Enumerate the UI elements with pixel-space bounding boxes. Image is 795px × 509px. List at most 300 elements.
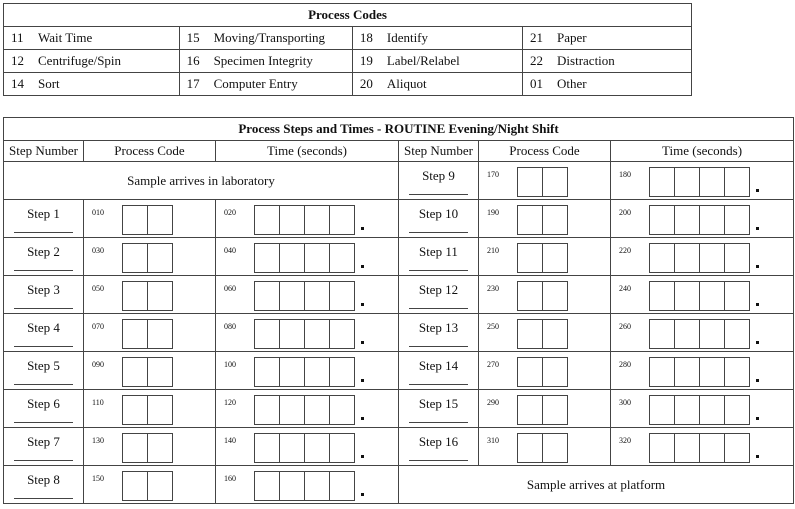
step-underline — [409, 384, 468, 385]
digit-box[interactable] — [724, 281, 750, 311]
code-entry-boxes — [122, 395, 173, 425]
digit-box[interactable] — [279, 281, 305, 311]
field-number: 280 — [619, 360, 631, 369]
step-number-cell — [399, 162, 479, 200]
process-code-cell — [84, 352, 216, 390]
field-number: 170 — [487, 170, 499, 179]
field-number: 200 — [619, 208, 631, 217]
step-label: Step 2 — [27, 244, 60, 259]
digit-box[interactable] — [122, 319, 148, 349]
digit-box[interactable] — [304, 205, 330, 235]
process-codes-table — [3, 3, 692, 96]
digit-box[interactable] — [279, 433, 305, 463]
process-code-cell — [84, 314, 216, 352]
code-entry-boxes — [122, 319, 173, 349]
field-number: 060 — [224, 284, 236, 293]
time-entry-boxes — [254, 281, 355, 311]
process-code-entry — [352, 50, 522, 73]
digit-box[interactable] — [147, 395, 173, 425]
digit-box[interactable] — [699, 357, 725, 387]
process-code-number: 22 — [530, 53, 544, 68]
digit-box[interactable] — [279, 357, 305, 387]
time-entry-boxes — [649, 395, 750, 425]
decimal-point — [361, 341, 364, 344]
process-code-label: Distraction — [557, 53, 615, 68]
time-entry-boxes — [254, 471, 355, 501]
digit-box[interactable] — [674, 243, 700, 273]
field-number: 090 — [92, 360, 104, 369]
digit-box[interactable] — [147, 281, 173, 311]
digit-box[interactable] — [542, 319, 568, 349]
step-underline — [14, 232, 73, 233]
process-code-label: Sort — [38, 76, 60, 91]
digit-box[interactable] — [649, 167, 675, 197]
process-code-number: 12 — [11, 53, 24, 68]
process-code-number: 16 — [186, 53, 200, 68]
digit-box[interactable] — [122, 205, 148, 235]
step-label: Step 15 — [418, 396, 459, 411]
decimal-point — [756, 303, 759, 306]
process-code-cell — [84, 276, 216, 314]
time-seconds-cell — [216, 314, 399, 352]
time-seconds-cell — [611, 428, 794, 466]
header-time-seconds: Time (seconds) — [611, 141, 794, 162]
digit-box[interactable] — [724, 357, 750, 387]
time-entry-boxes — [649, 319, 750, 349]
step-underline — [14, 384, 73, 385]
digit-box[interactable] — [699, 167, 725, 197]
process-code-entry — [523, 50, 692, 73]
time-entry-boxes — [649, 281, 750, 311]
process-code-entry — [4, 73, 180, 96]
digit-box[interactable] — [279, 319, 305, 349]
digit-box[interactable] — [674, 433, 700, 463]
step-number-cell — [399, 352, 479, 390]
digit-box[interactable] — [649, 243, 675, 273]
start-note: Sample arrives in laboratory — [4, 162, 399, 200]
decimal-point — [756, 265, 759, 268]
digit-box[interactable] — [699, 319, 725, 349]
field-number: 040 — [224, 246, 236, 255]
field-number: 100 — [224, 360, 236, 369]
process-code-cell — [479, 200, 611, 238]
digit-box[interactable] — [649, 395, 675, 425]
step-number-cell — [4, 390, 84, 428]
time-entry-boxes — [649, 243, 750, 273]
decimal-point — [361, 455, 364, 458]
step-underline — [409, 460, 468, 461]
step-number-cell — [4, 428, 84, 466]
step-number-cell — [4, 200, 84, 238]
field-number: 120 — [224, 398, 236, 407]
code-entry-boxes — [517, 205, 568, 235]
digit-box[interactable] — [254, 395, 280, 425]
process-code-cell — [479, 352, 611, 390]
header-time-seconds: Time (seconds) — [216, 141, 399, 162]
process-code-cell — [479, 238, 611, 276]
digit-box[interactable] — [254, 319, 280, 349]
process-codes-title: Process Codes — [4, 4, 692, 27]
decimal-point — [756, 417, 759, 420]
time-entry-boxes — [254, 395, 355, 425]
step-label: Step 13 — [418, 320, 459, 335]
digit-box[interactable] — [674, 205, 700, 235]
step-underline — [409, 232, 468, 233]
step-label: Step 11 — [419, 244, 458, 259]
time-entry-boxes — [254, 357, 355, 387]
process-code-label: Other — [557, 76, 587, 91]
decimal-point — [361, 265, 364, 268]
digit-box[interactable] — [724, 205, 750, 235]
time-seconds-cell — [611, 238, 794, 276]
digit-box[interactable] — [329, 357, 355, 387]
time-entry-boxes — [649, 167, 750, 197]
digit-box[interactable] — [254, 357, 280, 387]
digit-box[interactable] — [517, 281, 543, 311]
digit-box[interactable] — [724, 243, 750, 273]
digit-box[interactable] — [254, 471, 280, 501]
digit-box[interactable] — [147, 471, 173, 501]
digit-box[interactable] — [122, 281, 148, 311]
end-note: Sample arrives at platform — [399, 466, 794, 504]
decimal-point — [361, 227, 364, 230]
decimal-point — [361, 493, 364, 496]
field-number: 080 — [224, 322, 236, 331]
field-number: 020 — [224, 208, 236, 217]
process-code-number: 14 — [11, 76, 24, 91]
field-number: 240 — [619, 284, 631, 293]
step-label: Step 12 — [418, 282, 459, 297]
digit-box[interactable] — [699, 243, 725, 273]
step-label: Step 5 — [27, 358, 60, 373]
digit-box[interactable] — [699, 205, 725, 235]
step-number-cell — [4, 314, 84, 352]
digit-box[interactable] — [724, 167, 750, 197]
step-underline — [14, 422, 73, 423]
process-code-cell — [479, 162, 611, 200]
step-underline — [14, 498, 73, 499]
process-code-number: 17 — [186, 76, 200, 91]
digit-box[interactable] — [649, 319, 675, 349]
field-number: 130 — [92, 436, 104, 445]
step-label: Step 9 — [422, 168, 455, 183]
time-seconds-cell — [611, 390, 794, 428]
digit-box[interactable] — [304, 281, 330, 311]
process-code-entry — [352, 27, 522, 50]
digit-box[interactable] — [517, 205, 543, 235]
digit-box[interactable] — [329, 281, 355, 311]
step-label: Step 1 — [27, 206, 60, 221]
code-entry-boxes — [517, 281, 568, 311]
digit-box[interactable] — [304, 357, 330, 387]
process-code-entry — [179, 27, 352, 50]
digit-box[interactable] — [254, 433, 280, 463]
process-code-label: Specimen Integrity — [213, 53, 313, 68]
process-code-entry — [352, 73, 522, 96]
digit-box[interactable] — [674, 319, 700, 349]
digit-box[interactable] — [279, 205, 305, 235]
time-entry-boxes — [649, 433, 750, 463]
process-code-label: Moving/Transporting — [213, 30, 326, 45]
process-code-number: 20 — [359, 76, 373, 91]
digit-box[interactable] — [279, 471, 305, 501]
process-steps-title: Process Steps and Times - ROUTINE Evening/Night Shift — [4, 118, 794, 141]
header-step-number: Step Number — [399, 141, 479, 162]
time-seconds-cell — [611, 352, 794, 390]
digit-box[interactable] — [254, 205, 280, 235]
digit-box[interactable] — [147, 433, 173, 463]
digit-box[interactable] — [122, 433, 148, 463]
digit-box[interactable] — [122, 471, 148, 501]
step-underline — [14, 346, 73, 347]
time-entry-boxes — [254, 433, 355, 463]
code-entry-boxes — [517, 395, 568, 425]
digit-box[interactable] — [517, 167, 543, 197]
digit-box[interactable] — [304, 395, 330, 425]
header-process-code: Process Code — [479, 141, 611, 162]
digit-box[interactable] — [724, 395, 750, 425]
time-entry-boxes — [254, 319, 355, 349]
process-steps-table — [3, 117, 794, 504]
process-code-cell — [84, 238, 216, 276]
step-number-cell — [399, 390, 479, 428]
time-seconds-cell — [216, 276, 399, 314]
digit-box[interactable] — [649, 357, 675, 387]
time-seconds-cell — [611, 276, 794, 314]
digit-box[interactable] — [517, 243, 543, 273]
step-underline — [409, 346, 468, 347]
digit-box[interactable] — [329, 319, 355, 349]
time-entry-boxes — [254, 205, 355, 235]
field-number: 180 — [619, 170, 631, 179]
digit-box[interactable] — [122, 395, 148, 425]
process-code-entry — [4, 50, 180, 73]
step-underline — [409, 308, 468, 309]
process-code-label: Paper — [557, 30, 587, 45]
digit-box[interactable] — [329, 395, 355, 425]
process-code-cell — [479, 428, 611, 466]
digit-box[interactable] — [649, 281, 675, 311]
digit-box[interactable] — [542, 357, 568, 387]
field-number: 140 — [224, 436, 236, 445]
process-code-number: 15 — [186, 30, 200, 45]
digit-box[interactable] — [674, 281, 700, 311]
digit-box[interactable] — [724, 433, 750, 463]
digit-box[interactable] — [699, 433, 725, 463]
digit-box[interactable] — [542, 243, 568, 273]
process-code-entry — [179, 73, 352, 96]
digit-box[interactable] — [304, 243, 330, 273]
time-entry-boxes — [649, 205, 750, 235]
digit-box[interactable] — [517, 319, 543, 349]
process-code-number: 11 — [11, 30, 24, 45]
decimal-point — [756, 227, 759, 230]
time-seconds-cell — [216, 428, 399, 466]
code-entry-boxes — [122, 243, 173, 273]
digit-box[interactable] — [304, 319, 330, 349]
process-code-cell — [84, 390, 216, 428]
step-label: Step 16 — [418, 434, 459, 449]
field-number: 260 — [619, 322, 631, 331]
time-seconds-cell — [216, 352, 399, 390]
field-number: 320 — [619, 436, 631, 445]
process-code-cell — [479, 314, 611, 352]
field-number: 220 — [619, 246, 631, 255]
digit-box[interactable] — [542, 167, 568, 197]
process-code-label: Wait Time — [38, 30, 93, 45]
decimal-point — [756, 379, 759, 382]
code-entry-boxes — [122, 471, 173, 501]
decimal-point — [361, 417, 364, 420]
step-number-cell — [4, 352, 84, 390]
code-entry-boxes — [122, 205, 173, 235]
time-seconds-cell — [216, 200, 399, 238]
digit-box[interactable] — [329, 243, 355, 273]
digit-box[interactable] — [542, 433, 568, 463]
digit-box[interactable] — [147, 243, 173, 273]
step-label: Step 4 — [27, 320, 60, 335]
digit-box[interactable] — [147, 319, 173, 349]
digit-box[interactable] — [122, 243, 148, 273]
field-number: 290 — [487, 398, 499, 407]
digit-box[interactable] — [542, 281, 568, 311]
process-code-number: 19 — [359, 53, 373, 68]
step-underline — [14, 270, 73, 271]
code-entry-boxes — [517, 319, 568, 349]
process-code-cell — [84, 466, 216, 504]
decimal-point — [756, 341, 759, 344]
decimal-point — [361, 379, 364, 382]
time-seconds-cell — [216, 238, 399, 276]
field-number: 160 — [224, 474, 236, 483]
process-code-cell — [479, 276, 611, 314]
step-number-cell — [399, 238, 479, 276]
time-seconds-cell — [216, 466, 399, 504]
field-number: 250 — [487, 322, 499, 331]
field-number: 050 — [92, 284, 104, 293]
step-underline — [409, 422, 468, 423]
decimal-point — [756, 455, 759, 458]
decimal-point — [361, 303, 364, 306]
field-number: 110 — [92, 398, 104, 407]
digit-box[interactable] — [517, 433, 543, 463]
digit-box[interactable] — [122, 357, 148, 387]
digit-box[interactable] — [254, 281, 280, 311]
time-entry-boxes — [649, 357, 750, 387]
field-number: 270 — [487, 360, 499, 369]
step-number-cell — [399, 314, 479, 352]
process-code-cell — [84, 428, 216, 466]
digit-box[interactable] — [329, 471, 355, 501]
time-seconds-cell — [611, 200, 794, 238]
step-label: Step 7 — [27, 434, 60, 449]
step-number-cell — [399, 276, 479, 314]
digit-box[interactable] — [542, 395, 568, 425]
process-code-entry — [523, 73, 692, 96]
digit-box[interactable] — [329, 205, 355, 235]
code-entry-boxes — [517, 433, 568, 463]
process-code-number: 21 — [530, 30, 544, 45]
digit-box[interactable] — [674, 395, 700, 425]
process-code-entry — [523, 27, 692, 50]
process-code-label: Label/Relabel — [386, 53, 460, 68]
field-number: 010 — [92, 208, 104, 217]
step-number-cell — [4, 238, 84, 276]
time-entry-boxes — [254, 243, 355, 273]
digit-box[interactable] — [649, 433, 675, 463]
step-label: Step 8 — [27, 472, 60, 487]
digit-box[interactable] — [279, 243, 305, 273]
field-number: 030 — [92, 246, 104, 255]
process-code-cell — [479, 390, 611, 428]
digit-box[interactable] — [542, 205, 568, 235]
digit-box[interactable] — [147, 357, 173, 387]
digit-box[interactable] — [304, 471, 330, 501]
digit-box[interactable] — [649, 205, 675, 235]
process-code-number: 18 — [359, 30, 373, 45]
digit-box[interactable] — [517, 395, 543, 425]
step-number-cell — [399, 200, 479, 238]
digit-box[interactable] — [329, 433, 355, 463]
process-code-label: Identify — [386, 30, 429, 45]
digit-box[interactable] — [724, 319, 750, 349]
digit-box[interactable] — [674, 167, 700, 197]
field-number: 150 — [92, 474, 104, 483]
step-number-cell — [4, 276, 84, 314]
code-entry-boxes — [517, 167, 568, 197]
digit-box[interactable] — [304, 433, 330, 463]
process-code-label: Centrifuge/Spin — [38, 53, 122, 68]
process-code-number: 01 — [530, 76, 544, 91]
header-process-code: Process Code — [84, 141, 216, 162]
step-label: Step 3 — [27, 282, 60, 297]
digit-box[interactable] — [279, 395, 305, 425]
digit-box[interactable] — [254, 243, 280, 273]
field-number: 210 — [487, 246, 499, 255]
digit-box[interactable] — [674, 357, 700, 387]
field-number: 070 — [92, 322, 104, 331]
digit-box[interactable] — [699, 281, 725, 311]
step-underline — [14, 308, 73, 309]
field-number: 310 — [487, 436, 499, 445]
step-label: Step 6 — [27, 396, 60, 411]
step-underline — [409, 270, 468, 271]
code-entry-boxes — [517, 243, 568, 273]
time-seconds-cell — [216, 390, 399, 428]
step-underline — [14, 460, 73, 461]
process-code-label: Computer Entry — [213, 76, 298, 91]
field-number: 300 — [619, 398, 631, 407]
field-number: 230 — [487, 284, 499, 293]
digit-box[interactable] — [147, 205, 173, 235]
code-entry-boxes — [122, 281, 173, 311]
step-label: Step 10 — [418, 206, 459, 221]
step-number-cell — [4, 466, 84, 504]
step-number-cell — [399, 428, 479, 466]
decimal-point — [756, 189, 759, 192]
digit-box[interactable] — [517, 357, 543, 387]
digit-box[interactable] — [699, 395, 725, 425]
process-code-entry — [4, 27, 180, 50]
step-underline — [409, 194, 468, 195]
code-entry-boxes — [122, 433, 173, 463]
process-code-label: Aliquot — [386, 76, 427, 91]
field-number: 190 — [487, 208, 499, 217]
code-entry-boxes — [517, 357, 568, 387]
header-step-number: Step Number — [4, 141, 84, 162]
time-seconds-cell — [611, 314, 794, 352]
time-seconds-cell — [611, 162, 794, 200]
